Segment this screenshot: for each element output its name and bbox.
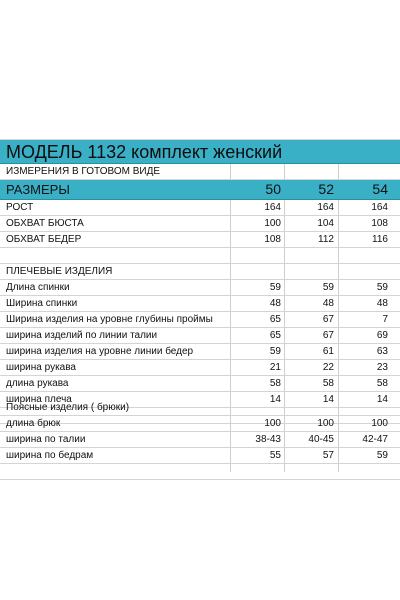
cell-value: 69: [376, 330, 388, 341]
row-label: Длина спинки: [6, 282, 70, 293]
table-row: [0, 280, 400, 296]
row-label: РОСТ: [6, 202, 34, 213]
header-blank-row: [0, 124, 400, 140]
subtitle-row: [0, 164, 400, 180]
row-label: ширина по талии: [6, 434, 86, 445]
table-row: [0, 312, 400, 328]
cell-value: 61: [322, 346, 334, 357]
row-label: Ширина спинки: [6, 298, 78, 309]
table-row: [0, 344, 400, 360]
cell-value: 100: [264, 418, 281, 429]
cell-value: 63: [376, 346, 388, 357]
section-title: Поясные изделия ( брюки): [6, 402, 130, 413]
cell-value: 58: [376, 378, 388, 389]
blank-row: [0, 464, 400, 480]
row-label: Ширина изделия на уровне глубины проймы: [6, 314, 213, 325]
row-label: ширина изделия на уровне линии бедер: [6, 346, 194, 357]
cell-value: 42-47: [362, 434, 388, 445]
cell-value: 40-45: [308, 434, 334, 445]
subtitle: ИЗМЕРЕНИЯ В ГОТОВОМ ВИДЕ: [6, 166, 161, 177]
page-title: МОДЕЛЬ 1132 комплект женский: [6, 142, 283, 162]
cell-value: 48: [322, 298, 334, 309]
blank-row: [0, 248, 400, 264]
table-row: [0, 216, 400, 232]
section-title: ПЛЕЧЕВЫЕ ИЗДЕЛИЯ: [6, 266, 113, 277]
cell-value: 100: [317, 418, 334, 429]
cell-value: 48: [376, 298, 388, 309]
cell-value: 108: [264, 234, 281, 245]
table-row: [0, 328, 400, 344]
cell-value: 14: [269, 394, 281, 405]
cell-value: 59: [269, 282, 281, 293]
size-50: 50: [265, 181, 281, 197]
cell-value: 59: [322, 282, 334, 293]
cell-value: 21: [269, 362, 281, 373]
cell-value: 67: [322, 330, 334, 341]
cell-value: 104: [317, 218, 334, 229]
table-row: [0, 432, 400, 448]
section-title-row: [0, 400, 400, 416]
table-row: [0, 232, 400, 248]
cell-value: 59: [376, 282, 388, 293]
row-label: ширина рукава: [6, 362, 76, 373]
row-label: длина рукава: [6, 378, 69, 389]
cell-value: 23: [376, 362, 388, 373]
title-row: [0, 140, 400, 164]
cell-value: 57: [322, 450, 334, 461]
table-row: [0, 376, 400, 392]
cell-value: 164: [371, 202, 388, 213]
row-label: ОБХВАТ БЮСТА: [6, 218, 84, 229]
cell-value: 116: [372, 234, 388, 245]
sizes-row: [0, 180, 400, 200]
cell-value: 58: [322, 378, 334, 389]
table-row: [0, 448, 400, 464]
cell-value: 164: [264, 202, 281, 213]
table-row: [0, 360, 400, 376]
cell-value: 108: [371, 218, 388, 229]
cell-value: 22: [322, 362, 334, 373]
section-title-row: [0, 264, 400, 280]
row-label: ОБХВАТ БЕДЕР: [6, 234, 82, 245]
cell-value: 55: [269, 450, 281, 461]
row-label: длина брюк: [6, 418, 61, 429]
cell-value: 67: [322, 314, 334, 325]
table-row: [0, 416, 400, 432]
cell-value: 164: [317, 202, 334, 213]
row-label: ширина изделий по линии талии: [6, 330, 158, 341]
cell-value: 58: [269, 378, 281, 389]
cell-value: 38-43: [255, 434, 281, 445]
cell-value: 112: [318, 234, 334, 245]
sizes-label: РАЗМЕРЫ: [6, 182, 70, 197]
size-52: 52: [318, 181, 334, 197]
table-row: [0, 296, 400, 312]
cell-value: 14: [376, 394, 388, 405]
cell-value: 59: [376, 450, 388, 461]
row-label: ширина плеча: [6, 394, 72, 405]
row-label: ширина по бедрам: [6, 450, 94, 461]
spreadsheet-lower: [0, 402, 400, 478]
cell-value: 59: [269, 346, 281, 357]
cell-value: 14: [322, 394, 334, 405]
cell-value: 100: [264, 218, 281, 229]
table-row: [0, 200, 400, 216]
cell-value: 7: [382, 314, 388, 325]
cell-value: 65: [269, 330, 281, 341]
cell-value: 100: [371, 418, 388, 429]
cell-value: 48: [269, 298, 281, 309]
size-54: 54: [372, 181, 388, 197]
cell-value: 65: [269, 314, 281, 325]
